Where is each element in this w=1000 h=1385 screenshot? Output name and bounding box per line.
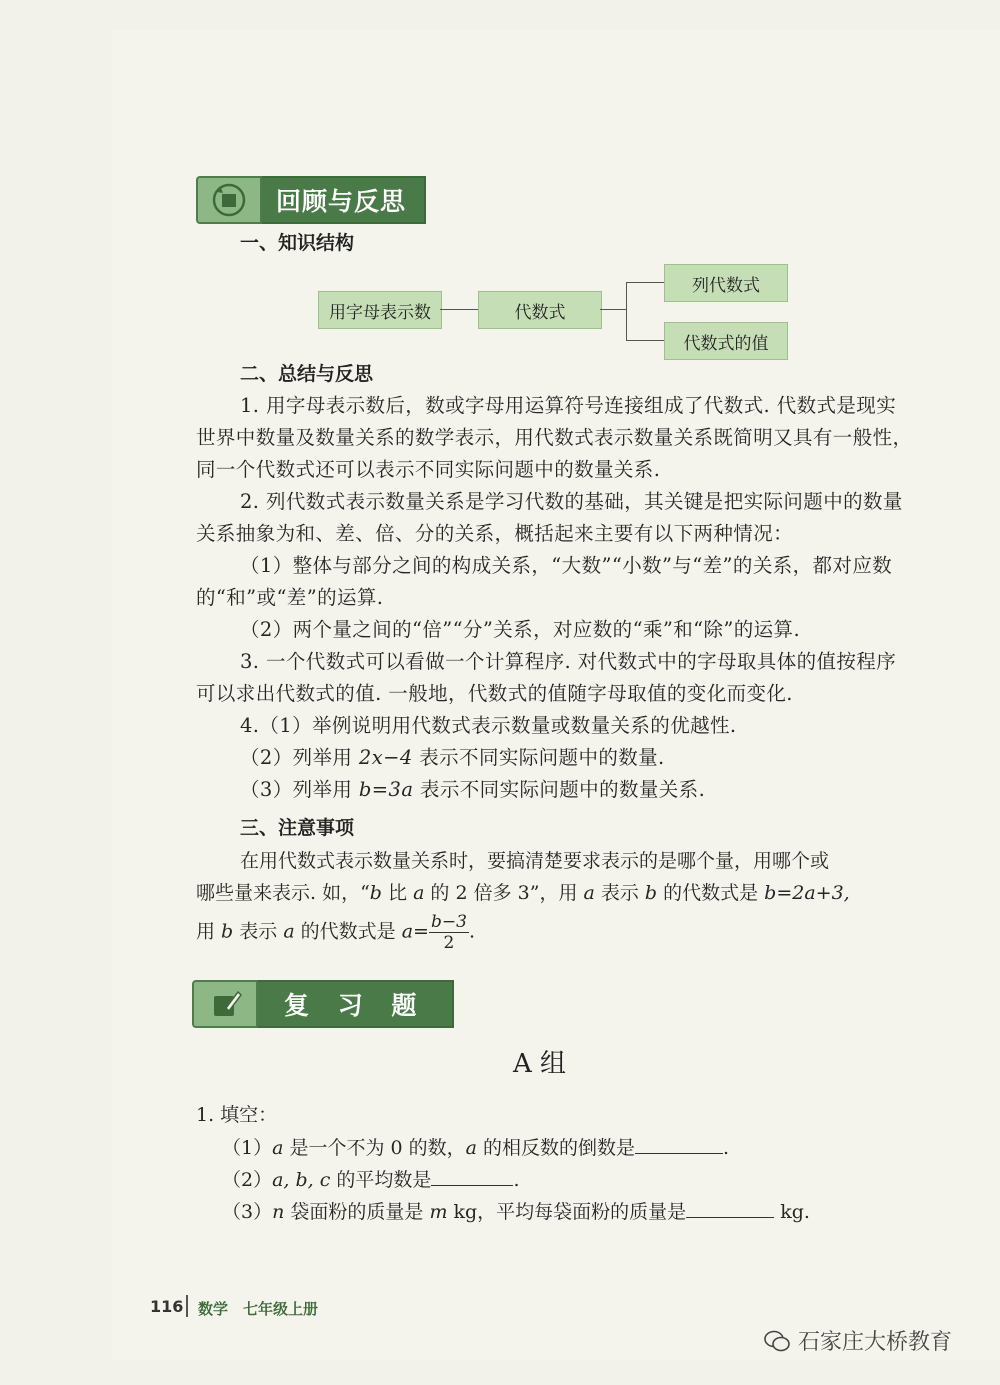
review-questions-header — [192, 980, 454, 1028]
summary-paragraph-2a: （1）整体与部分之间的构成关系，“大数”“小数”与“差”的关系，都对应数的“和”或“差”的运算. — [196, 554, 893, 609]
question-1-sub-2: （2）a, b, c 的平均数是 . — [222, 1169, 520, 1191]
footer-subject: 数学 七年级上册 — [198, 1300, 319, 1318]
notes-line-3: 用 b 表示 a 的代数式是 a= $\frac{b-3}{2}$ . — [196, 912, 475, 953]
review-section-header — [196, 176, 426, 224]
chat-logo-icon — [764, 1330, 790, 1352]
connector-line — [600, 309, 626, 310]
watermark-text: 石家庄大桥教育 — [798, 1330, 953, 1355]
connector-line — [626, 282, 627, 340]
question-1-label: 1. 填空： — [196, 1104, 278, 1126]
summary-heading: 二、总结与反思 — [240, 363, 374, 385]
summary-paragraph-4-2: （2）列举用 2x−4 表示不同实际问题中的数量. — [240, 746, 665, 769]
answer-blank[interactable] — [431, 1167, 513, 1186]
review-questions-title: 复 习 题 — [258, 980, 454, 1028]
summary-paragraph-1: 1. 用字母表示数后，数或字母用运算符号连接组成了代数式. 代数式是现实世界中数量及数量关系的数学表示，用代数式表示数量关系既简明又具有一般性，同一个代数式还可以表示不同实际问题中的数量关系. — [196, 394, 913, 481]
summary-paragraph-4-1: 4.（1）举例说明用代数式表示数量或数量关系的优越性. — [240, 714, 737, 737]
fraction: $\frac{b-3}{2}$ — [430, 912, 467, 953]
question-1-sub-3: （3）n 袋面粉的质量是 m kg，平均每袋面粉的质量是 kg. — [222, 1201, 810, 1223]
group-label: A 组 — [513, 1049, 567, 1079]
node-branch-top: 列代数式 — [664, 264, 788, 302]
connector-line — [626, 340, 664, 341]
review-icon — [196, 176, 262, 224]
summary-paragraph-2: 2. 列代数式表示数量关系是学习代数的基础，其关键是把实际问题中的数量关系抽象为和、差、倍、分的关系，概括起来主要有以下两种情况： — [196, 490, 903, 545]
pencil-icon — [192, 980, 258, 1028]
node-root: 用字母表示数 — [318, 291, 442, 329]
review-section-title: 回顾与反思 — [262, 176, 426, 224]
knowledge-heading: 一、知识结构 — [240, 232, 355, 254]
summary-paragraph-3: 3. 一个代数式可以看做一个计算程序. 对代数式中的字母取具体的值按程序可以求出代数式的值. 一般地，代数式的值随字母取值的变化而变化. — [196, 650, 897, 705]
answer-blank[interactable] — [635, 1135, 723, 1154]
footer-divider — [186, 1295, 188, 1317]
summary-paragraph-2b: （2）两个量之间的“倍”“分”关系，对应数的“乘”和“除”的运算. — [240, 618, 801, 641]
answer-blank[interactable] — [686, 1199, 774, 1218]
notes-line-2: 哪些量来表示. 如，“b 比 a 的 2 倍多 3”，用 a 表示 b 的代数式是 b=2a+3, — [196, 882, 850, 904]
node-branch-bottom: 代数式的值 — [664, 322, 788, 360]
notes-line-1: 在用代数式表示数量关系时，要搞清楚要求表示的是哪个量，用哪个或 — [240, 850, 830, 872]
summary-paragraph-4-3: （3）列举用 b=3a 表示不同实际问题中的数量关系. — [240, 778, 706, 801]
page-number: 116 — [150, 1297, 184, 1316]
notes-heading: 三、注意事项 — [240, 817, 355, 839]
node-middle: 代数式 — [478, 291, 602, 329]
connector-line — [440, 309, 478, 310]
connector-line — [626, 282, 664, 283]
question-1-sub-1: （1）a 是一个不为 0 的数，a 的相反数的倒数是 . — [222, 1137, 730, 1159]
watermark — [764, 1325, 952, 1356]
